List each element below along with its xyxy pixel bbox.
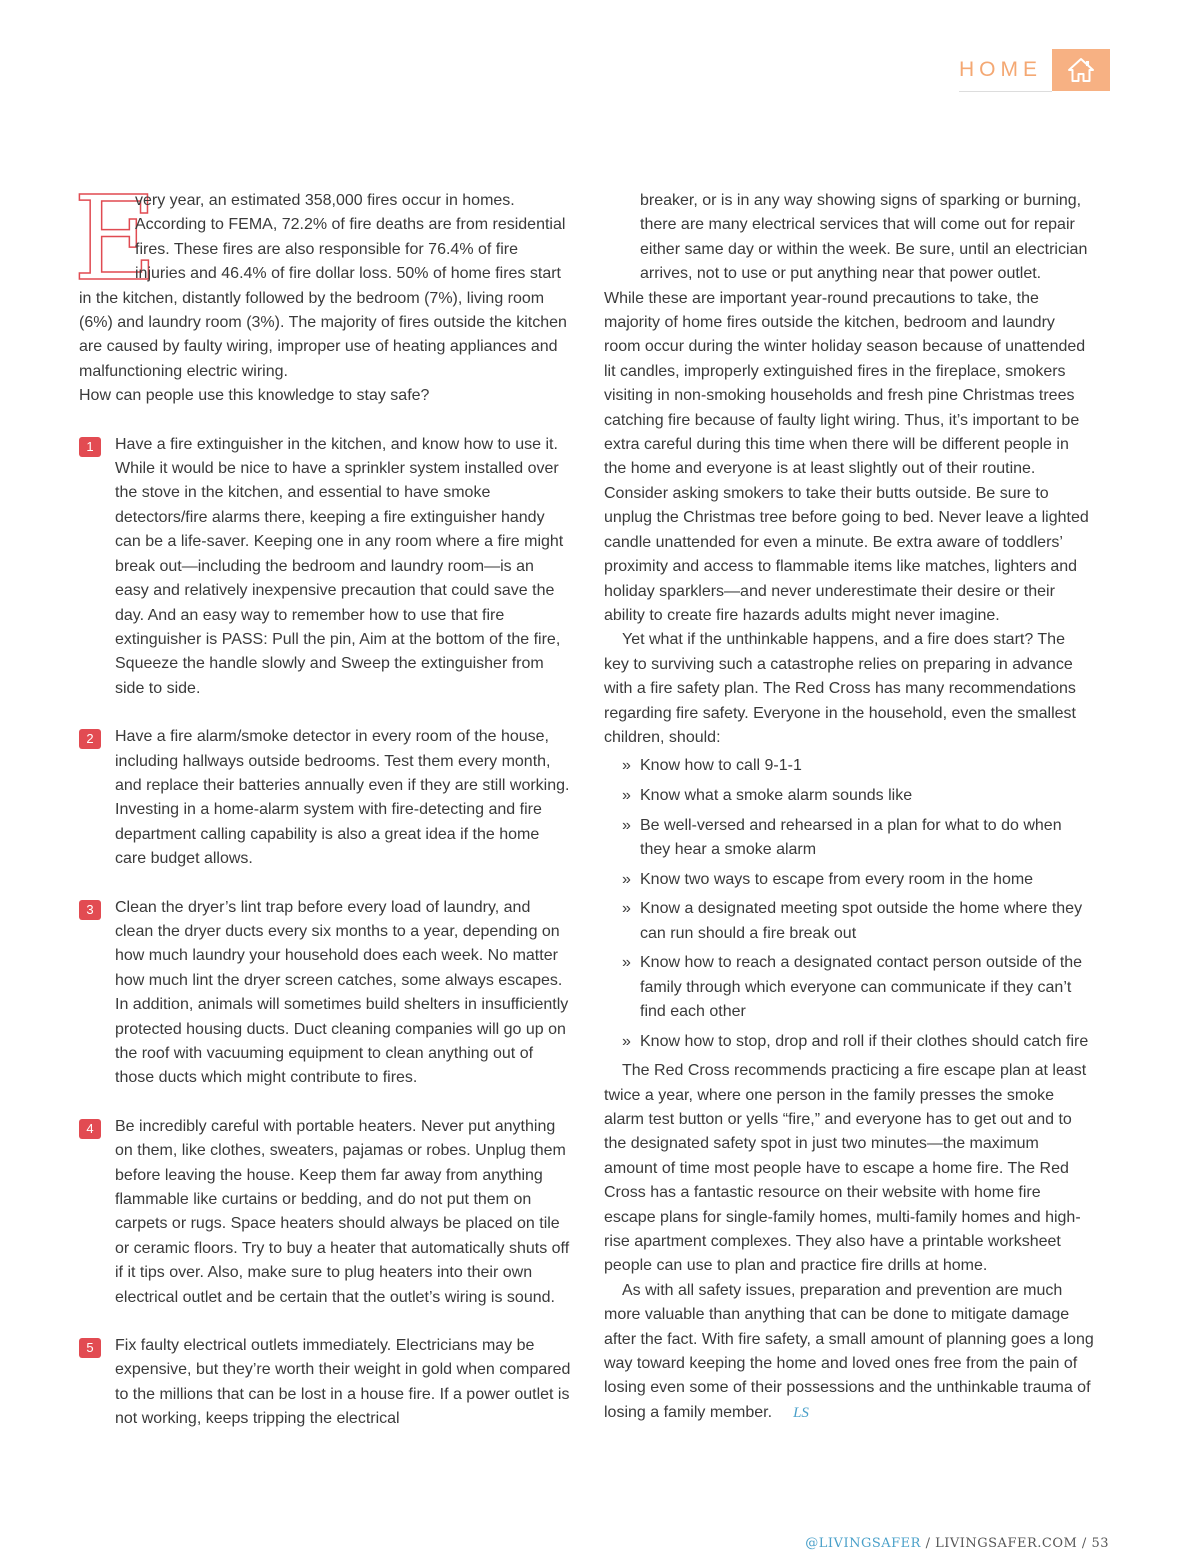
list-item: » Know a designated meeting spot outside the home where they can run should a fire break out [622, 897, 1094, 946]
home-badge [1052, 49, 1110, 91]
tip-number-badge: 4 [79, 1119, 101, 1139]
holiday-paragraph: While these are important year-round precautions to take, the majority of home fires outside the kitchen, bedroom and laundry room occur during the winter holiday season because of unattended lit candles, improperly extinguished fires in the fireplace, smokers visiting in non-smoking households and fresh pine Christmas trees catching fire because of faulty light wiring. Thus, it’s important to be extra careful during this time when there will be different people in the home and everyone is at least slightly out of their routine. Consider asking smokers to take their butts outside. Be sure to unplug the Christmas tree before going to bed. Never leave a lighted candle unattended for even a minute. Be extra aware of toddlers’ proximity and access to flammable items like matches, lighters and holiday sparklers—and never underestimate their desire or their ability to create fire hazards adults might never imagine. [604, 289, 1089, 624]
list-item: » Know how to stop, drop and roll if their clothes should catch fire [622, 1030, 1094, 1054]
tip-number-badge: 2 [79, 729, 101, 749]
closing-paragraph [604, 1279, 1094, 1425]
footer-separator: / [1077, 1536, 1092, 1551]
left-column [73, 172, 571, 1432]
section-header [959, 49, 1110, 91]
section-label: HOME [959, 49, 1052, 92]
tip-text: Clean the dryer’s lint trap before every load of laundry, and clean the dryer ducts every six months to a year, depending on how much laundry your household does each week. No matter how much lint the dryer screen catches, some always escapes. In addition, animals will sometimes build shelters in insufficiently protected housing ducts. Duct cleaning companies will go up on the roof with vacuuming equipment to clean anything out of those ducts which might contribute to fires. [115, 898, 569, 1087]
tip-text: Have a fire alarm/smoke detector in every room of the house, including hallways outside bedrooms. Test them every month, and replace their batteries annually even if they are still working. Investing in a home-alarm system with fire-detecting and fire department calling capability is also a great idea if the home care budget allows. [115, 728, 570, 868]
red-cross-paragraph: The Red Cross recommends practicing a fire escape plan at least twice a year, where one person in the family presses the smoke alarm test button or yells “fire,” and everyone has to get out and to the designated safety spot in just two minutes—the maximum amount of time most people have to escape a home fire. The Red Cross has a fantastic resource on their website with home fire escape plans for single-family homes, multi-family homes and high-rise apartment complexes. They also have a printable worksheet people can use to plan and practice fire drills at home. [604, 1062, 1087, 1275]
intro-paragraph: very year, an estimated 358,000 fires occur in homes. According to FEMA, 72.2% of fire deaths are from residential fires. These fires are also responsible for 76.4% of fire injuries and 46.4% of fire dollar loss. 50% of home fires start in the kitchen, distantly followed by the bedroom (7%), living room (6%) and laundry room (3%). The majority of fires outside the kitchen are caused by faulty wiring, improper use of heating appliances and malfunctioning electric wiring. [79, 192, 567, 380]
tip-text: Be incredibly careful with portable heaters. Never put anything on them, like clothes, sweaters, pajamas or robes. Unplug them before leaving the house. Keep them far away from anything flammable like curtains or bedding, and do not put them on carpets or rugs. Space heaters should always be placed on tile or ceramic floors. Try to buy a heater that automatically shuts off if it tips over. Also, make sure to plug heaters into their own electrical outlet and be certain that the outlet’s wiring is sound. [115, 1117, 570, 1306]
list-item: » Know how to reach a designated contact person outside of the family through which everyone can communicate if they can’t find each other [622, 951, 1094, 1024]
house-icon [1067, 57, 1095, 83]
website: LIVINGSAFER.COM [935, 1536, 1078, 1551]
list-item: » Know what a smoke alarm sounds like [622, 784, 1094, 808]
tip-continued-text: breaker, or is in any way showing signs of sparking or burning, there are many electrical services that will come out for repair either same day or within the week. Be sure, until an electrician arrives, not to use or put anything near that power outlet. [640, 192, 1088, 283]
page-footer [805, 1536, 1109, 1551]
closing-text: As with all safety issues, preparation and prevention are much more valuable than anything that can be done to mitigate damage after the fact. With fire safety, a small amount of planning goes a long way toward keeping the home and loved ones free from the pain of losing even some of their possessions and the unthinkable trauma of losing a family member. [604, 1281, 1094, 1421]
footer-separator: / [920, 1536, 936, 1551]
tip-number-badge: 5 [79, 1338, 101, 1358]
tip-3 [79, 896, 571, 1091]
intro-question: How can people use this knowledge to stay safe? [79, 387, 430, 405]
intro [73, 172, 571, 409]
tip-text: Fix faulty electrical outlets immediately. Electricians may be expensive, but they’re worth their weight in gold when compared to the millions that can be lost in a house fire. If a power outlet is not working, keeps tripping the electrical [115, 1337, 571, 1428]
drop-cap: E [73, 172, 158, 307]
tip-5-continued [604, 189, 1094, 287]
plan-paragraph: Yet what if the unthinkable happens, and a fire does start? The key to surviving such a catastrophe relies on preparing in advance with a fire safety plan. The Red Cross has many recommendations regarding fire safety. Everyone in the household, even the smallest children, should: [604, 631, 1076, 746]
tip-2 [79, 725, 571, 871]
tip-number-badge: 3 [79, 900, 101, 920]
social-handle: @LIVINGSAFER [805, 1536, 921, 1551]
page-number: 53 [1091, 1536, 1109, 1551]
checklist [604, 754, 1094, 1054]
tip-number-badge: 1 [79, 437, 101, 457]
end-mark-logo: LS [793, 1404, 809, 1421]
list-item: » Know two ways to escape from every room in the home [622, 868, 1094, 892]
tip-4 [79, 1115, 571, 1310]
tip-5 [79, 1334, 571, 1432]
list-item: » Be well-versed and rehearsed in a plan for what to do when they hear a smoke alarm [622, 814, 1094, 863]
tip-text: Have a fire extinguisher in the kitchen, and know how to use it. While it would be nice to have a sprinkler system installed over the stove in the kitchen, and essential to have smoke detectors/fire alarms there, keeping a fire extinguisher handy can be a life-saver. Keeping one in any room where a fire might break out—including the bedroom and laundry room—is an easy and relatively inexpensive precaution that could save the day. And an easy way to remember how to use that fire extinguisher is PASS: Pull the pin, Aim at the bottom of the fire, Squeeze the handle slowly and Sweep the extinguisher from side to side. [115, 435, 564, 697]
tip-1 [79, 433, 571, 701]
list-item: » Know how to call 9-1-1 [622, 754, 1094, 778]
right-column [604, 189, 1094, 1425]
